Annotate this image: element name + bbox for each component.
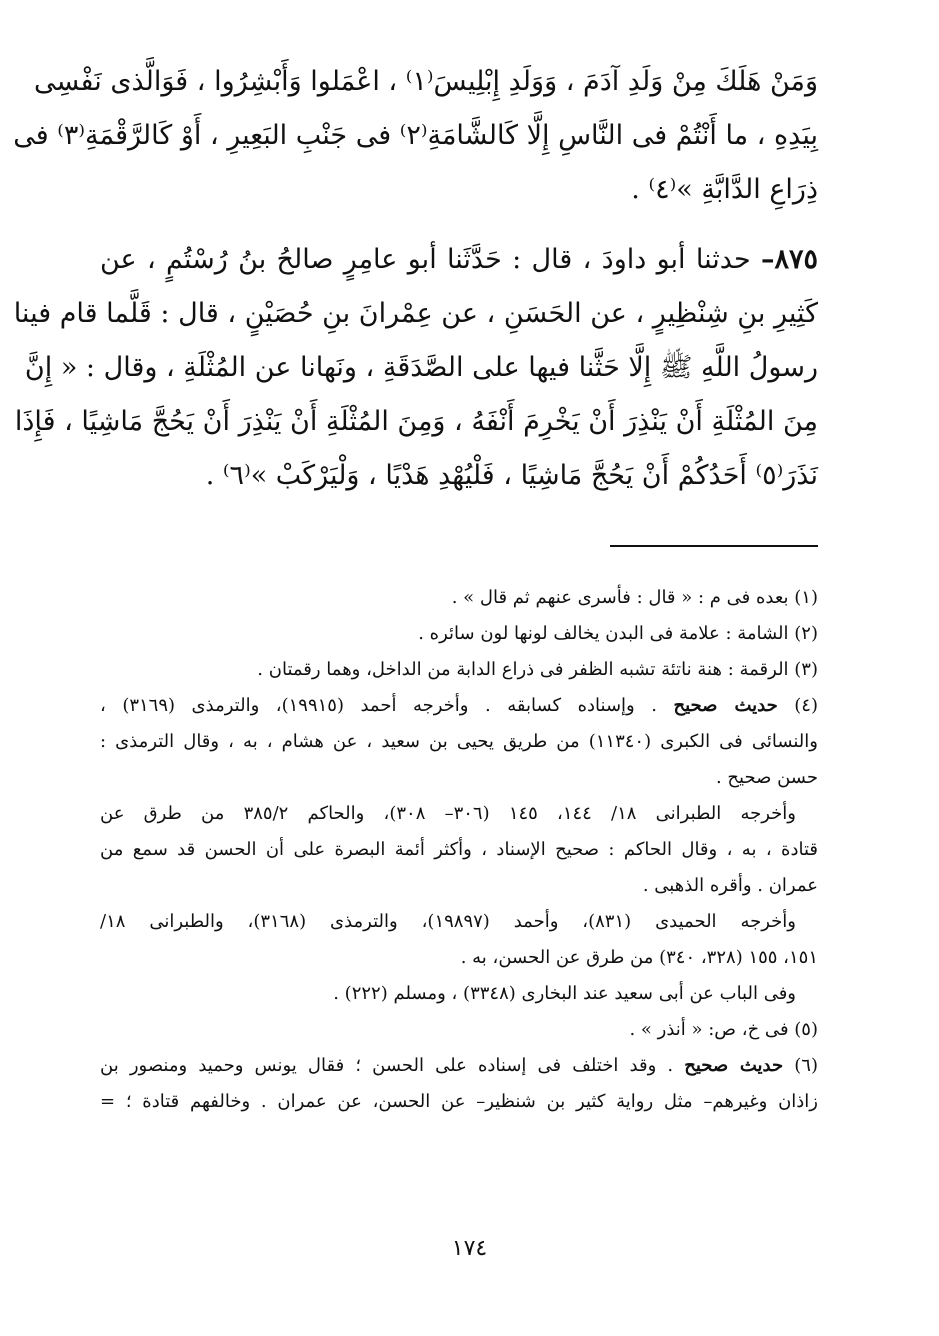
footnote-4-line: وفى الباب عن أبى سعيد عند البخارى (٣٣٤٨) ، ومسلم (٢٢٢) . (333, 983, 796, 1004)
footnote-5: (٥) فى خ، ص: « أنذر » . (629, 1019, 818, 1040)
footnote-6-text: . وقد اختلف فى إسناده على الحسن ؛ فقال يونس وحميد ومنصور بن (100, 1055, 685, 1076)
footnote-4-line: وأخرجه الطبرانى ١٨/ ١٤٤، ١٤٥ (٣٠٦– ٣٠٨)، والحاكم ٣٨٥/٢ من طرق عن (100, 803, 797, 824)
footnotes (100, 580, 818, 1120)
footnote-6-grade: حديث صحيح (684, 1055, 784, 1076)
footnote-4-line: وأخرجه الحميدى (٨٣١)، وأحمد (١٩٨٩٧)، والترمذى (٣١٦٨)، والطبرانى ١٨/ (100, 911, 796, 932)
footnote-4-grade: حديث صحيح (673, 695, 778, 716)
hadith-first-line (100, 233, 818, 287)
hadith-line-text: حدثنا أبو داودَ ، قال : حَدَّثَنا أبو عامِرٍ صالحُ بنُ رُسْتُمٍ ، عن (100, 244, 761, 275)
footnote-4-line: والنسائى فى الكبرى (١١٣٤٠) من طريق يحيى بن سعيد ، عن هشام ، به ، وقال الترمذى : (100, 731, 818, 752)
footnote-4-line: حسن صحيح . (715, 767, 818, 788)
footnote-6-label: (٦) (783, 1055, 818, 1076)
footnote-4-line: قتادة ، به ، وقال الحاكم : صحيح الإسناد ، وأكثر أئمة البصرة على أن الحسن قد سمع من (100, 839, 818, 860)
footnote-4-line: عمران . وأقره الذهبى . (642, 875, 818, 896)
footnote-4-line: ١٥١، ١٥٥ (٣٢٨، ٣٤٠) من طرق عن الحسن، به . (460, 947, 818, 968)
page-number: ١٧٤ (451, 1236, 488, 1261)
main-line: مِنَ المُثْلَةِ أَنْ يَنْذِرَ أَنْ يَخْرِمَ أَنْفَهُ ، وَمِنَ المُثْلَةِ أَنْ يَنْذِرَ أَنْ يَحُجَّ مَاشِيًا ، فَإِذَا (14, 406, 818, 437)
footnote-4-label: (٤) (777, 695, 818, 716)
main-line: بِيَدِهِ ، ما أَنْتُمْ فى النَّاسِ إِلَّا كَالشَّامَةِ⁽٢⁾ فى جَنْبِ البَعِيرِ ، أَوْ كَالرَّقْمَةِ⁽٣⁾ فى (13, 120, 818, 151)
main-line: ذِرَاعِ الدَّابَّةِ »⁽٤⁾ . (631, 174, 818, 205)
footnote-6-line: زاذان وغيرهم– مثل رواية كثير بن شنظير– عن الحسن، عن عمران . وخالفهم قتادة ؛ = (100, 1091, 818, 1112)
main-line: كَثِيرِ بنِ شِنْظِيرٍ ، عن الحَسَنِ ، عن عِمْرانَ بنِ حُصَيْنٍ ، قال : قَلَّما قام فينا (13, 298, 818, 329)
main-line: رسولُ اللَّهِ ﷺ إِلَّا حَثَّنا فيها على الصَّدَقَةِ ، ونَهانا عن المُثْلَةِ ، وقال : « إِنَّ (24, 352, 818, 383)
footnote-4-line (100, 688, 818, 724)
footnote-3: (٣) الرقمة : هنة ناتئة تشبه الظفر فى ذراع الدابة من الداخل، وهما رقمتان . (257, 659, 818, 680)
footnote-6-line (100, 1048, 818, 1084)
main-line: نَذَرَ⁽٥⁾ أَحَدُكُمْ أَنْ يَحُجَّ مَاشِيًا ، فَلْيُهْدِ هَدْيًا ، وَلْيَرْكَبْ »⁽٦⁾ . (205, 460, 818, 491)
footnote-4-text: . وإسناده كسابقه . وأخرجه أحمد (١٩٩١٥)، والترمذى (٣١٦٩) ، (100, 695, 674, 716)
footnote-2: (٢) الشامة : علامة فى البدن يخالف لونها لون سائره . (418, 623, 818, 644)
main-text (13, 55, 818, 503)
main-line: وَمَنْ هَلَكَ مِنْ وَلَدِ آدَمَ ، وَوَلَدِ إِبْلِيسَ⁽١⁾ ، اعْمَلوا وَأَبْشِرُوا ، فَوَالَّذى نَفْسِى (33, 66, 818, 97)
footnote-1: (١) بعده فى م : « قال : فأسرى عنهم ثم قال » . (451, 587, 818, 608)
hadith-number: ٨٧٥– (760, 244, 818, 275)
footnote-separator (610, 545, 818, 547)
